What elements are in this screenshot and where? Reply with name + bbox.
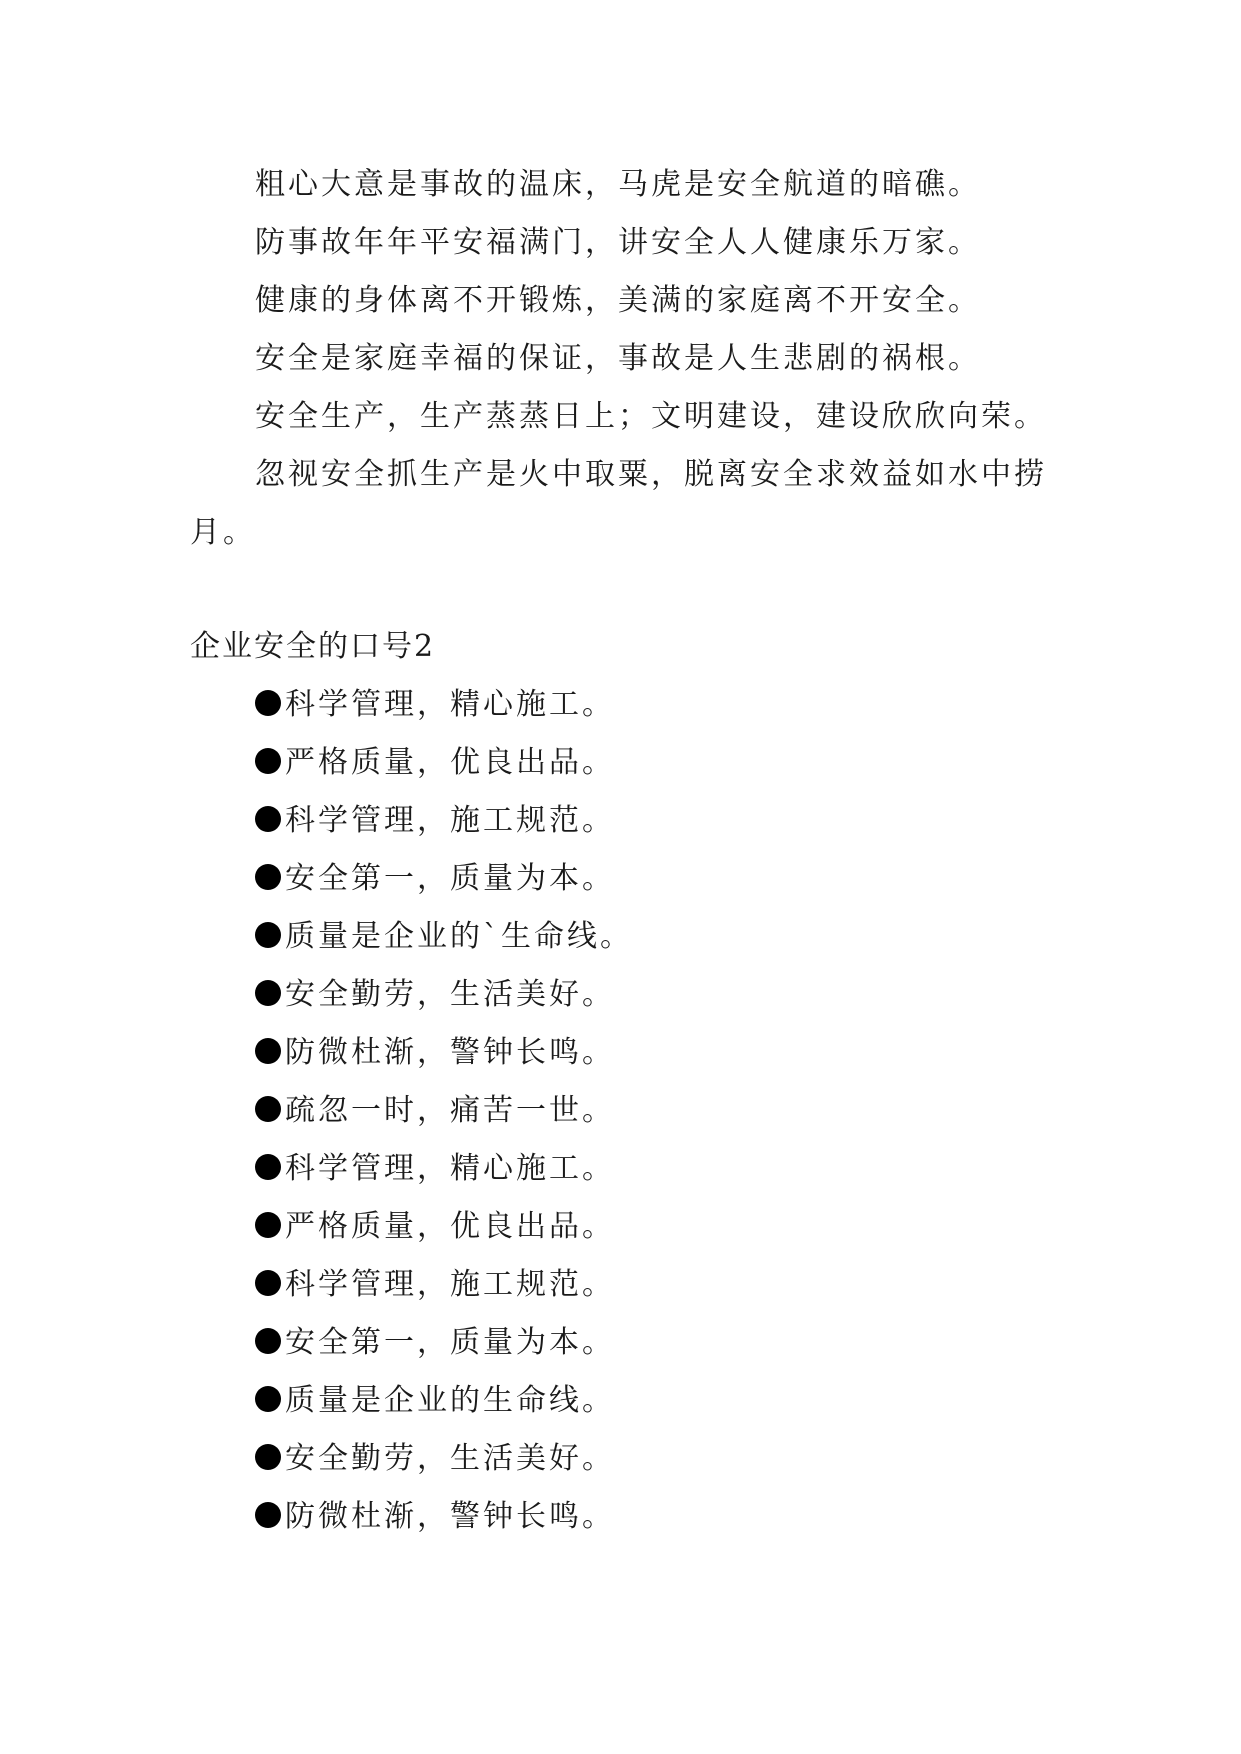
bullet-text: 安全勤劳，生活美好。 — [285, 1441, 615, 1476]
bullet-text: 安全第一，质量为本。 — [285, 1325, 615, 1360]
bullet-dot-icon — [255, 806, 281, 832]
bullet-dot-icon — [255, 1328, 281, 1354]
bullet-item — [255, 801, 615, 841]
bullet-dot-icon — [255, 1096, 281, 1122]
bullet-dot-icon — [255, 690, 281, 716]
bullet-dot-icon — [255, 980, 281, 1006]
bullet-item — [255, 1439, 615, 1479]
bullet-item — [255, 1033, 615, 1073]
bullet-dot-icon — [255, 1386, 281, 1412]
bullet-text: 科学管理，精心施工。 — [285, 1151, 615, 1186]
bullet-item — [255, 1091, 615, 1131]
bullet-item — [255, 1323, 615, 1363]
bullet-dot-icon — [255, 1444, 281, 1470]
bullet-item — [255, 1149, 615, 1189]
bullet-text: 严格质量，优良出品。 — [285, 745, 615, 780]
bullet-text: 安全勤劳，生活美好。 — [285, 977, 615, 1012]
bullet-item — [255, 685, 615, 725]
bullet-dot-icon — [255, 748, 281, 774]
bullet-item — [255, 1265, 615, 1305]
paragraph-1: 粗心大意是事故的温床，马虎是安全航道的暗礁。 — [255, 167, 981, 202]
bullet-item — [255, 1497, 615, 1537]
bullet-item — [255, 1207, 615, 1247]
paragraph-2: 防事故年年平安福满门，讲安全人人健康乐万家。 — [255, 225, 981, 260]
bullet-text: 严格质量，优良出品。 — [285, 1209, 615, 1244]
bullet-item — [255, 975, 615, 1015]
bullet-text: 防微杜渐，警钟长鸣。 — [285, 1035, 615, 1070]
paragraph-4: 安全是家庭幸福的保证，事故是人生悲剧的祸根。 — [255, 341, 981, 376]
bullet-text: 科学管理，施工规范。 — [285, 803, 615, 838]
paragraph-5: 安全生产，生产蒸蒸日上；文明建设，建设欣欣向荣。 — [255, 399, 1047, 434]
bullet-item — [255, 743, 615, 783]
bullet-text: 安全第一，质量为本。 — [285, 861, 615, 896]
bullet-dot-icon — [255, 1154, 281, 1180]
bullet-text: 疏忽一时，痛苦一世。 — [285, 1093, 615, 1128]
bullet-dot-icon — [255, 1502, 281, 1528]
bullet-item — [255, 917, 633, 957]
paragraph-3: 健康的身体离不开锻炼，美满的家庭离不开安全。 — [255, 283, 981, 318]
section-heading: 企业安全的口号2 — [190, 629, 436, 664]
paragraph-6: 忽视安全抓生产是火中取粟，脱离安全求效益如水中捞月。 — [190, 457, 1047, 550]
bullet-text: 质量是企业的`生命线。 — [285, 919, 633, 954]
bullet-dot-icon — [255, 1270, 281, 1296]
bullet-text: 科学管理，施工规范。 — [285, 1267, 615, 1302]
bullet-item — [255, 859, 615, 899]
bullet-item — [255, 1381, 615, 1421]
bullet-text: 防微杜渐，警钟长鸣。 — [285, 1499, 615, 1534]
bullet-dot-icon — [255, 922, 281, 948]
bullet-dot-icon — [255, 864, 281, 890]
bullet-dot-icon — [255, 1038, 281, 1064]
bullet-text: 质量是企业的生命线。 — [285, 1383, 615, 1418]
bullet-text: 科学管理，精心施工。 — [285, 687, 615, 722]
bullet-dot-icon — [255, 1212, 281, 1238]
